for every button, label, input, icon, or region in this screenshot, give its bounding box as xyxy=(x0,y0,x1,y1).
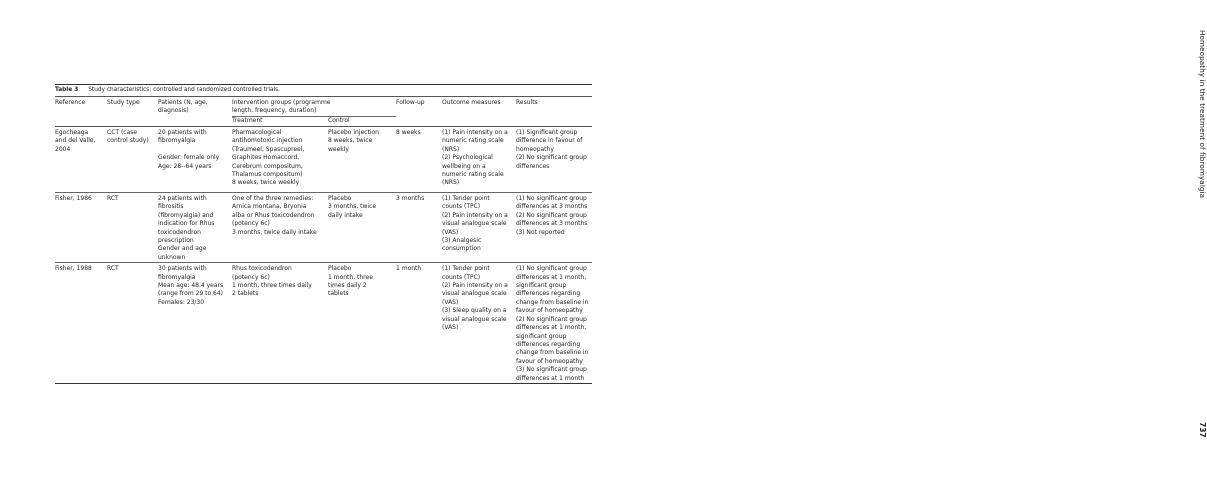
table-label: Table 3 xyxy=(55,87,79,93)
cell-treatment: One of the three remedies: Arnica montana, Bryonia alba or Rhus toxicodendron (potency 6c) 3 months, twice daily intake xyxy=(232,193,328,263)
table-caption-text: Study characteristics: controlled and randomized controlled trials. xyxy=(88,87,280,93)
header-control: Control xyxy=(328,117,396,127)
page-margin xyxy=(598,0,1207,479)
cell-patients: 24 patients with fibrositis (fibromyalgia) and indication for Rhus toxicodendron prescription Gender and age unknown xyxy=(158,193,232,263)
table-row xyxy=(55,193,592,263)
cell-patients: 30 patients with fibromyalgia Mean age: 48.4 years (range from 29 to 64) Females: 23/30 xyxy=(158,263,232,383)
cell-reference: Egocheaga and del Valle, 2004 xyxy=(55,129,96,153)
cell-study-type: RCT xyxy=(107,193,158,263)
header-reference: Reference xyxy=(55,99,86,106)
header-results: Results xyxy=(516,99,538,106)
cell-outcome-measures: (1) Pain intensity on a numeric rating scale (NRS) (2) Psychological wellbeing on a numeric rating scale (NRS) xyxy=(442,129,508,187)
cell-results: (1) No significant group differences at 3 months (2) No significant group differences at 3 months (3) Not reported xyxy=(516,193,592,263)
cell-outcome-measures: (1) Tender point counts (TPC) (2) Pain intensity on a visual analogue scale (VAS) (3) Sleep quality on a visual analogue scale (VAS) xyxy=(442,263,516,383)
cell-study-type: CCT (case control study) xyxy=(107,129,149,145)
table-row xyxy=(55,263,592,383)
header-outcome-measures: Outcome measures xyxy=(442,99,501,106)
cell-follow-up: 3 months xyxy=(396,193,442,263)
header-study-type: Study type xyxy=(107,99,140,106)
table-row xyxy=(55,127,592,193)
data-table xyxy=(55,97,592,383)
cell-control: Placebo 3 months, twice daily intake xyxy=(328,193,396,263)
cell-treatment: Rhus toxicodendron (potency 6c) 1 month, three times daily 2 tablets xyxy=(232,263,328,383)
header-follow-up: Follow-up xyxy=(396,99,425,106)
cell-treatment: Pharmacological antihomotoxic injection (Traumeel, Spascupreel, Graphites Homaccord, Cerebrum compositum, Thalamus compositum) 8 weeks, twice weekly xyxy=(232,129,305,187)
cell-control: Placebo injection 8 weeks, twice weekly xyxy=(328,129,379,153)
running-title: Homeopathy in the treatment of fibromyalgia xyxy=(1198,30,1207,199)
study-characteristics-table xyxy=(55,84,592,384)
cell-outcome-measures: (1) Tender point counts (TPC) (2) Pain intensity on a visual analogue scale (VAS) (3) Analgesic consumption xyxy=(442,193,516,263)
cell-control: Placebo 1 month, three times daily 2 tablets xyxy=(328,263,396,383)
cell-patients: 20 patients with fibromyalgia Gender: female only Age: 28--64 years xyxy=(158,129,220,170)
cell-follow-up: 8 weeks xyxy=(396,129,421,136)
bottom-rule xyxy=(55,383,592,384)
header-treatment: Treatment xyxy=(232,117,328,127)
header-patients: Patients (N, age, diagnosis) xyxy=(158,99,208,115)
cell-results: (1) Significant group difference in favour of homeopathy (2) No significant group differences xyxy=(516,129,587,170)
cell-reference: Fisher, 1988 xyxy=(55,263,107,383)
table-caption xyxy=(55,85,592,96)
header-intervention: Intervention groups (programme length, frequency, duration) xyxy=(232,99,331,115)
page-number: 737 xyxy=(1198,422,1207,438)
cell-reference: Fisher, 1986 xyxy=(55,193,107,263)
cell-study-type: RCT xyxy=(107,263,158,383)
cell-follow-up: 1 month xyxy=(396,263,442,383)
cell-results: (1) No significant group differences at 1 month, significant group differences regarding change from baseline in favour of homeopathy (2) No significant group differences at 1 month, significant group differences regarding change from baseline in favour of homeopathy (3) No significant group differences at 1 month xyxy=(516,263,592,383)
